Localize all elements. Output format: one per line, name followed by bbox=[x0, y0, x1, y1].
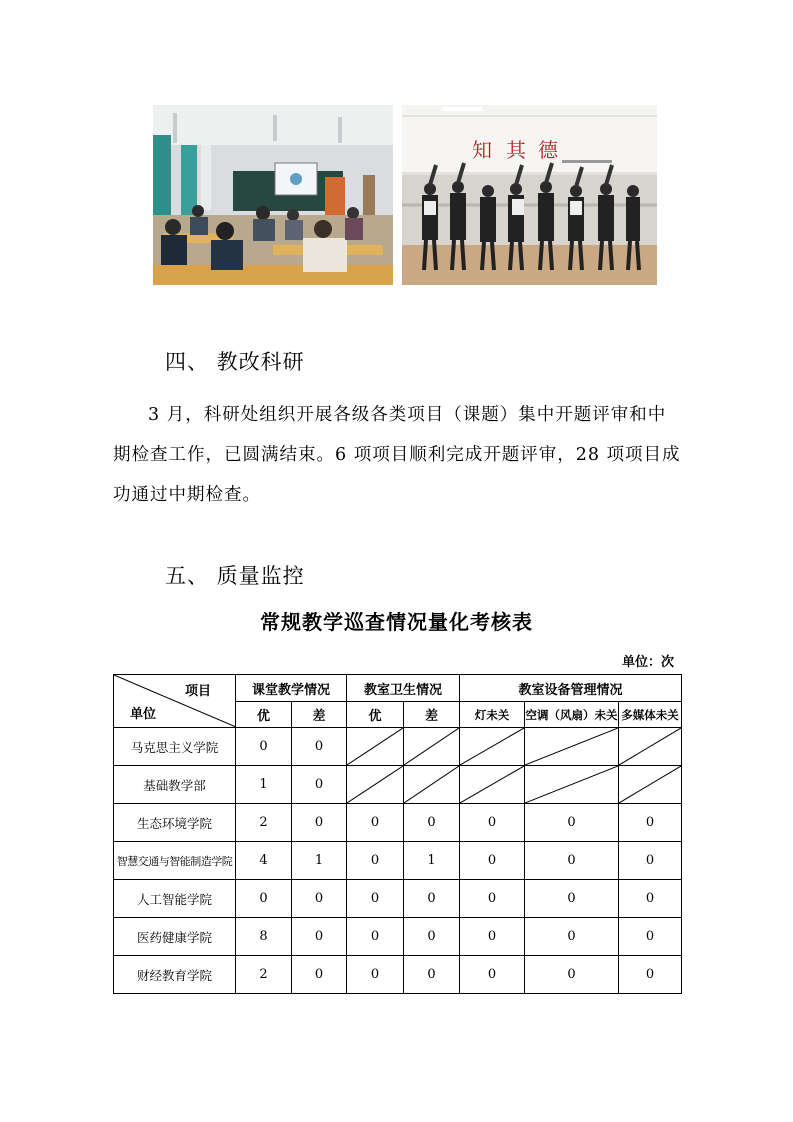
count-cell: 2 bbox=[236, 804, 292, 842]
table-row bbox=[114, 804, 682, 842]
count-cell: 4 bbox=[236, 842, 292, 880]
not-applicable-cell bbox=[619, 728, 682, 766]
not-applicable-cell bbox=[525, 766, 619, 804]
count-cell: 0 bbox=[347, 956, 404, 994]
count-cell: 0 bbox=[347, 918, 404, 956]
count-cell: 0 bbox=[347, 842, 404, 880]
svg-text:其: 其 bbox=[506, 138, 526, 162]
count-cell: 0 bbox=[525, 804, 619, 842]
research-paragraph: 3 月，科研处组织开展各级各类项目（课题）集中开题评审和中期检查工作，已圆满结束。6 项项目顺利完成开题评审，28 项项目成功通过中期检查。 bbox=[113, 405, 681, 505]
not-applicable-cell bbox=[404, 728, 460, 766]
dance-practice-photo bbox=[402, 105, 657, 285]
row-unit-name: 财经教育学院 bbox=[114, 956, 236, 994]
not-applicable-cell bbox=[347, 728, 404, 766]
count-cell: 0 bbox=[619, 918, 682, 956]
count-cell: 0 bbox=[460, 842, 525, 880]
table-row bbox=[114, 728, 682, 766]
subheader-hygiene-poor: 差 bbox=[404, 702, 460, 728]
table-row bbox=[114, 766, 682, 804]
count-cell: 0 bbox=[236, 728, 292, 766]
table-row bbox=[114, 956, 682, 994]
count-cell: 1 bbox=[292, 842, 347, 880]
count-cell: 2 bbox=[236, 956, 292, 994]
inspection-table bbox=[113, 674, 682, 994]
subheader-excellent: 优 bbox=[236, 702, 292, 728]
row-unit-name: 马克思主义学院 bbox=[114, 728, 236, 766]
header-project-label: 项目 bbox=[184, 684, 211, 699]
count-cell: 0 bbox=[525, 842, 619, 880]
svg-text:知: 知 bbox=[472, 138, 492, 162]
count-cell: 0 bbox=[347, 804, 404, 842]
not-applicable-cell bbox=[460, 766, 525, 804]
subheader-poor: 差 bbox=[292, 702, 347, 728]
not-applicable-cell bbox=[460, 728, 525, 766]
count-cell: 0 bbox=[404, 880, 460, 918]
header-corner-cell bbox=[114, 675, 236, 728]
count-cell: 0 bbox=[292, 956, 347, 994]
count-cell: 0 bbox=[525, 956, 619, 994]
table-row bbox=[114, 842, 682, 880]
count-cell: 0 bbox=[525, 880, 619, 918]
unit-label: 单位：次 bbox=[621, 655, 674, 670]
header-group-teaching: 课堂教学情况 bbox=[236, 675, 347, 702]
count-cell: 8 bbox=[236, 918, 292, 956]
header-group-equipment: 教室设备管理情况 bbox=[460, 675, 682, 702]
count-cell: 0 bbox=[460, 918, 525, 956]
table-row bbox=[114, 918, 682, 956]
not-applicable-cell bbox=[404, 766, 460, 804]
row-unit-name: 基础教学部 bbox=[114, 766, 236, 804]
classroom-lecture-photo bbox=[153, 105, 393, 285]
count-cell: 1 bbox=[236, 766, 292, 804]
count-cell: 0 bbox=[404, 918, 460, 956]
subheader-lights-off: 灯未关 bbox=[460, 702, 525, 728]
section-heading-quality: 五、 质量监控 bbox=[165, 564, 305, 588]
count-cell: 1 bbox=[404, 842, 460, 880]
count-cell: 0 bbox=[292, 918, 347, 956]
subheader-ac-off: 空调（风扇）未关 bbox=[525, 702, 619, 728]
subheader-media-off: 多媒体未关 bbox=[619, 702, 682, 728]
count-cell: 0 bbox=[236, 880, 292, 918]
count-cell: 0 bbox=[292, 880, 347, 918]
count-cell: 0 bbox=[292, 804, 347, 842]
count-cell: 0 bbox=[460, 804, 525, 842]
count-cell: 0 bbox=[619, 842, 682, 880]
row-unit-name: 医药健康学院 bbox=[114, 918, 236, 956]
row-unit-name: 人工智能学院 bbox=[114, 880, 236, 918]
count-cell: 0 bbox=[460, 880, 525, 918]
header-group-hygiene: 教室卫生情况 bbox=[347, 675, 460, 702]
count-cell: 0 bbox=[525, 918, 619, 956]
not-applicable-cell bbox=[525, 728, 619, 766]
row-unit-name: 智慧交通与智能制造学院 bbox=[114, 842, 236, 880]
header-unit-label: 单位 bbox=[130, 707, 157, 722]
svg-text:德: 德 bbox=[538, 138, 558, 162]
table-title: 常规教学巡查情况量化考核表 bbox=[260, 610, 533, 634]
table-row bbox=[114, 880, 682, 918]
row-unit-name: 生态环境学院 bbox=[114, 804, 236, 842]
not-applicable-cell bbox=[347, 766, 404, 804]
not-applicable-cell bbox=[619, 766, 682, 804]
count-cell: 0 bbox=[404, 804, 460, 842]
count-cell: 0 bbox=[404, 956, 460, 994]
count-cell: 0 bbox=[292, 766, 347, 804]
count-cell: 0 bbox=[619, 880, 682, 918]
count-cell: 0 bbox=[619, 804, 682, 842]
count-cell: 0 bbox=[347, 880, 404, 918]
count-cell: 0 bbox=[292, 728, 347, 766]
section-heading-research: 四、 教改科研 bbox=[165, 350, 305, 374]
count-cell: 0 bbox=[460, 956, 525, 994]
subheader-hygiene-excellent: 优 bbox=[347, 702, 404, 728]
count-cell: 0 bbox=[619, 956, 682, 994]
